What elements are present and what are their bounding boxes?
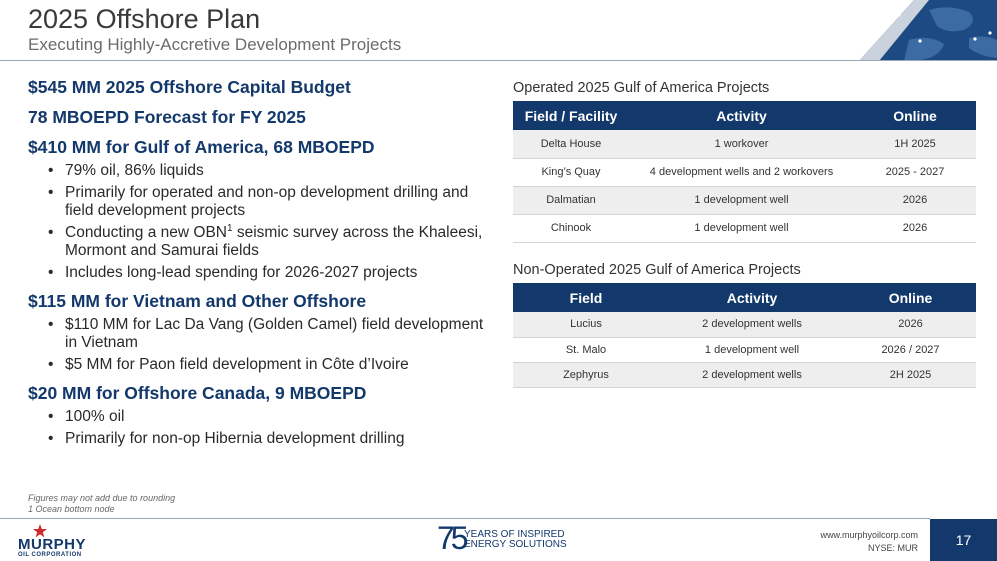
table-cell: Chinook (513, 214, 629, 242)
table-cell: 2026 (854, 214, 976, 242)
table-cell: 2 development wells (659, 312, 845, 337)
website-link[interactable]: www.murphyoilcorp.com (820, 530, 918, 540)
stock-ticker: NYSE: MUR (867, 543, 918, 553)
anniversary-text (464, 530, 567, 550)
anniversary-line: YEARS OF INSPIRED (464, 529, 565, 540)
table-row (513, 362, 976, 387)
table-cell: King’s Quay (513, 158, 629, 186)
murphy-logo (18, 524, 118, 558)
table-cell: 2025 - 2027 (854, 158, 976, 186)
table-row (513, 186, 976, 214)
table-cell: 4 development wells and 2 workovers (629, 158, 854, 186)
forecast-heading: 78 MBOEPD Forecast for FY 2025 (28, 107, 306, 127)
table-row (513, 312, 976, 337)
anniversary-badge (437, 522, 577, 558)
globe-icon (819, 0, 997, 61)
capital-budget-heading: $545 MM 2025 Offshore Capital Budget (28, 77, 351, 97)
operated-projects-table (513, 101, 976, 243)
table-row (513, 130, 976, 158)
table-cell: 1 workover (629, 130, 854, 158)
list-item: • Includes long-lead spending for 2026-2027 projects (28, 264, 488, 282)
table-cell: 1 development well (659, 337, 845, 362)
footnote-rounding: Figures may not add due to rounding (28, 493, 176, 503)
list-item: • $5 MM for Paon field development in Côte d’Ivoire (28, 356, 488, 374)
table-cell: 1H 2025 (854, 130, 976, 158)
table-cell: 2 development wells (659, 362, 845, 387)
gulf-heading: $410 MM for Gulf of America, 68 MBOEPD (28, 137, 375, 157)
table-row (513, 158, 976, 186)
canada-bullet-list (28, 408, 488, 448)
list-item: • 100% oil (28, 408, 488, 426)
gulf-bullet-list (28, 162, 488, 282)
vietnam-bullet-list (28, 316, 488, 374)
anniversary-number: 75 (437, 520, 465, 556)
footnote-obn: 1 Ocean bottom node (28, 504, 115, 514)
table-row (513, 337, 976, 362)
column-header: Activity (659, 283, 845, 312)
table-cell: St. Malo (513, 337, 659, 362)
canada-heading: $20 MM for Offshore Canada, 9 MBOEPD (28, 383, 367, 403)
column-header: Online (854, 101, 976, 130)
table-cell: 1 development well (629, 186, 854, 214)
list-item: • 79% oil, 86% liquids (28, 162, 488, 180)
anniversary-line: ENERGY SOLUTIONS (464, 539, 567, 550)
footnotes (28, 493, 175, 515)
list-item: • $110 MM for Lac Da Vang (Golden Camel) field development in Vietnam (28, 316, 488, 352)
logo-subtitle: OIL CORPORATION (18, 552, 82, 558)
list-item: • Primarily for operated and non-op development drilling and field development projects (28, 184, 488, 220)
nonop-table-caption: Non-Operated 2025 Gulf of America Projects (513, 262, 801, 278)
operated-table-caption: Operated 2025 Gulf of America Projects (513, 80, 770, 96)
table-cell: Delta House (513, 130, 629, 158)
table-header-row (513, 101, 976, 130)
column-header: Field / Facility (513, 101, 629, 130)
table-cell: 2H 2025 (845, 362, 976, 387)
table-cell: 1 development well (629, 214, 854, 242)
bullet-text: seismic survey across the Khaleesi, Mormont and Samurai fields (65, 224, 483, 259)
budget-summary (28, 76, 488, 456)
column-header: Field (513, 283, 659, 312)
vietnam-heading: $115 MM for Vietnam and Other Offshore (28, 291, 367, 311)
table-cell: Lucius (513, 312, 659, 337)
table-cell: 2026 (854, 186, 976, 214)
column-header: Online (845, 283, 976, 312)
bullet-text: Conducting a new OBN (65, 224, 227, 241)
nonop-projects-table (513, 283, 976, 388)
list-item: • Primarily for non-op Hibernia development drilling (28, 430, 488, 448)
table-cell: 2026 (845, 312, 976, 337)
table-row (513, 214, 976, 242)
logo-wordmark: MURPHY (18, 536, 87, 553)
nonop-projects-section (513, 262, 976, 388)
header-divider (0, 60, 997, 61)
slide-header (0, 0, 997, 62)
table-header-row (513, 283, 976, 312)
table-cell: Zephyrus (513, 362, 659, 387)
footer-divider (0, 518, 930, 519)
column-header: Activity (629, 101, 854, 130)
footnote-marker: 1 (226, 222, 233, 234)
operated-projects-section (513, 80, 976, 243)
list-item (28, 224, 488, 260)
table-cell: Dalmatian (513, 186, 629, 214)
table-cell: 2026 / 2027 (845, 337, 976, 362)
slide-title: 2025 Offshore Plan (28, 4, 261, 34)
company-info (820, 529, 918, 555)
slide-subtitle: Executing Highly-Accretive Development Projects (28, 35, 402, 54)
page-number: 17 (930, 519, 997, 561)
